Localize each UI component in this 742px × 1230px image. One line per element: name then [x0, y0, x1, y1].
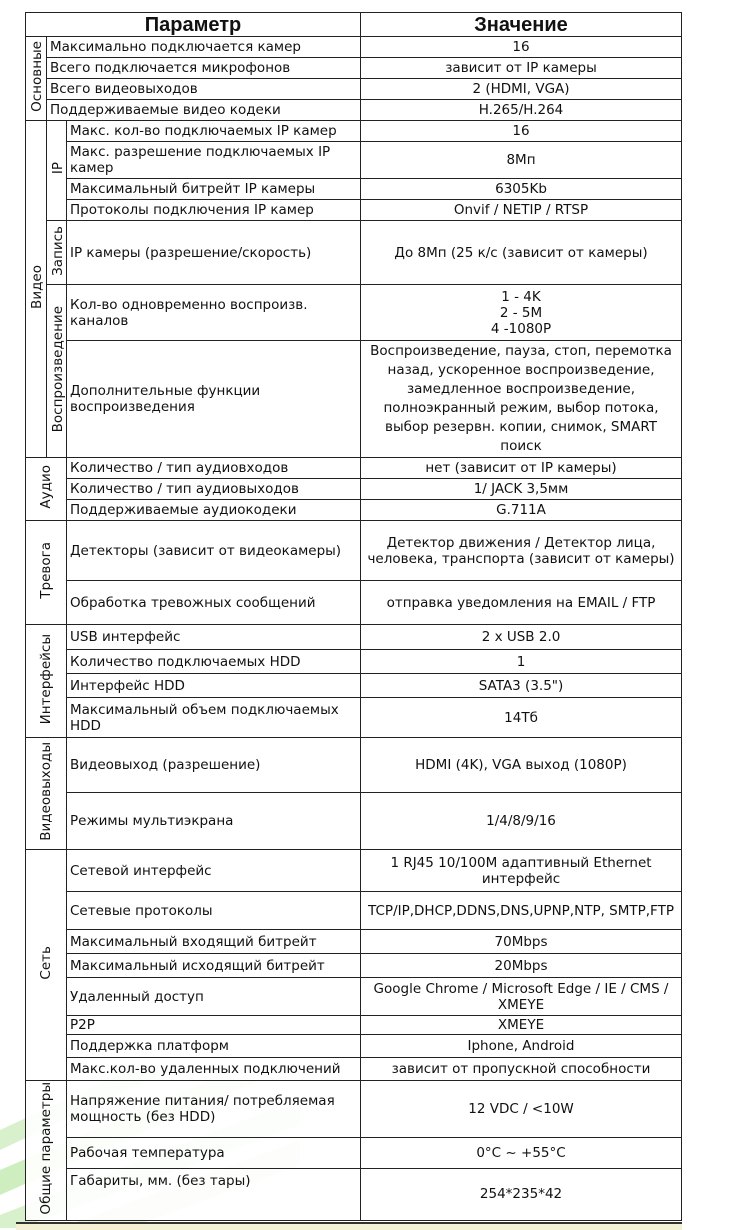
- value-cell: Google Chrome / Microsoft Edge / IE / CMS / XMEYE: [361, 978, 682, 1016]
- value-cell: HDMI (4K), VGA выход (1080P): [361, 738, 682, 793]
- param-cell: Макс.кол-во удаленных подключений: [67, 1058, 361, 1081]
- param-cell: USB интерфейс: [67, 625, 361, 650]
- value-cell: отправка уведомления на EMAIL / FTP: [361, 581, 682, 625]
- group-label-videoouts: Видеовыходы: [26, 738, 67, 850]
- subgroup-label-ip: IP: [47, 121, 67, 221]
- group-label-network: Сеть: [26, 850, 67, 1081]
- bottom-strip: [16, 1222, 682, 1230]
- param-cell: Максимальный исходящий битрейт: [67, 954, 361, 978]
- group-label-basic: Основные: [26, 37, 47, 121]
- value-cell: 16: [361, 121, 682, 142]
- table-row: [26, 674, 682, 698]
- param-cell: Количество / тип аудиовыходов: [67, 479, 361, 500]
- value-line: 2 - 5M: [499, 304, 543, 321]
- table-row: [26, 500, 682, 521]
- table-row: [26, 581, 682, 625]
- param-cell: Максимальный битрейт IP камеры: [67, 179, 361, 200]
- value-cell: 0°С ~ +55°С: [361, 1137, 682, 1168]
- value-line: 1 - 4K: [501, 288, 541, 305]
- param-cell: IP камеры (разрешение/скорость): [67, 221, 361, 285]
- group-label-general: Общие параметры: [26, 1081, 67, 1221]
- param-cell: Протоколы подключения IP камер: [67, 200, 361, 221]
- param-cell: Видеовыход (разрешение): [67, 738, 361, 793]
- table-row: [26, 479, 682, 500]
- table-row: [26, 930, 682, 954]
- table-row: [26, 1137, 682, 1168]
- value-cell: 1 RJ45 10/100M адаптивный Ethernet интерфейс: [361, 850, 682, 892]
- table-row: [26, 100, 682, 121]
- table-row: [26, 738, 682, 793]
- value-cell: 20Mbps: [361, 954, 682, 978]
- table-row: [26, 79, 682, 100]
- value-cell: зависит от пропускной способности: [361, 1058, 682, 1081]
- param-cell: Детекторы (зависит от видеокамеры): [67, 521, 361, 581]
- table-row: [26, 698, 682, 738]
- table-row: [26, 1058, 682, 1081]
- value-cell: 2 (HDMI, VGA): [361, 79, 682, 100]
- group-label-interfaces: Интерфейсы: [26, 625, 67, 738]
- table-row: [26, 58, 682, 79]
- table-row: [26, 954, 682, 978]
- param-cell: Кол-во одновременно воспроизв. каналов: [67, 285, 361, 341]
- table-row: [26, 625, 682, 650]
- value-cell: 2 x USB 2.0: [361, 625, 682, 650]
- param-cell: Всего видеовыходов: [47, 79, 361, 100]
- value-cell: 14Тб: [361, 698, 682, 738]
- value-cell: 8Мп: [361, 142, 682, 179]
- param-cell: Максимальный входящий битрейт: [67, 930, 361, 954]
- table-row: [26, 341, 682, 458]
- table-row: [26, 179, 682, 200]
- param-cell: Макс. разрешение подключаемых IP камер: [67, 142, 361, 179]
- param-cell: Сетевые протоколы: [67, 892, 361, 930]
- param-cell: Поддерживаемые аудиокодеки: [67, 500, 361, 521]
- param-cell: Сетевой интерфейс: [67, 850, 361, 892]
- value-cell: SATA3 (3.5"): [361, 674, 682, 698]
- value-cell: Onvif / NETIP / RTSP: [361, 200, 682, 221]
- value-cell: G.711A: [361, 500, 682, 521]
- value-cell: XMEYE: [361, 1016, 682, 1035]
- param-cell: Рабочая температура: [67, 1137, 361, 1168]
- table-row: [26, 121, 682, 142]
- param-cell: Габариты, мм. (без тары): [67, 1169, 361, 1220]
- table-row: [26, 521, 682, 581]
- value-cell: Воспроизведение, пауза, стоп, перемотка назад, ускоренное воспроизведение, замедленное воспроизведение, полноэкранный режим, выбор потока, выбор резервн. копии, снимок, SMART поиск: [361, 341, 682, 458]
- param-cell: Количество подключаемых HDD: [67, 650, 361, 674]
- table-header: [26, 13, 682, 37]
- table-row: [26, 892, 682, 930]
- value-line: 4 -1080P: [490, 320, 552, 337]
- param-cell: Поддерживаемые видео кодеки: [47, 100, 361, 121]
- value-cell: 70Mbps: [361, 930, 682, 954]
- group-label-video: Видео: [26, 121, 47, 458]
- param-cell: Интерфейс HDD: [67, 674, 361, 698]
- value-cell: 1/ JACK 3,5мм: [361, 479, 682, 500]
- value-cell: 6305Kb: [361, 179, 682, 200]
- table-row: [26, 285, 682, 341]
- param-cell: Количество / тип аудиовходов: [67, 458, 361, 479]
- group-label-audio: Аудио: [26, 458, 67, 521]
- value-cell: нет (зависит от IP камеры): [361, 458, 682, 479]
- param-cell: Макс. кол-во подключаемых IP камер: [67, 121, 361, 142]
- value-cell: TCP/IP,DHCP,DDNS,DNS,UPNP,NTP, SMTP,FTP: [361, 892, 682, 930]
- value-cell: 12 VDC / <10W: [361, 1081, 682, 1138]
- param-cell: Максимально подключается камер: [47, 37, 361, 58]
- value-cell: Детектор движения / Детектор лица, человека, транспорта (зависит от камеры): [361, 521, 682, 581]
- value-cell: H.265/H.264: [361, 100, 682, 121]
- param-cell: Поддержка платформ: [67, 1035, 361, 1058]
- param-cell: Всего подключается микрофонов: [47, 58, 361, 79]
- value-cell: 1: [361, 650, 682, 674]
- value-cell: До 8Мп (25 к/с (зависит от камеры): [361, 221, 682, 285]
- table-row: [26, 37, 682, 58]
- value-cell: 254*235*42: [361, 1169, 682, 1220]
- table-row: [26, 1016, 682, 1035]
- table-row: [26, 1035, 682, 1058]
- subgroup-label-record: Запись: [47, 221, 67, 285]
- table-row: [26, 1081, 682, 1138]
- value-cell: [361, 285, 682, 341]
- table-row: [26, 793, 682, 850]
- table-row: [26, 850, 682, 892]
- table-row: [26, 650, 682, 674]
- value-cell: Iphone, Android: [361, 1035, 682, 1058]
- header-value: Значение: [361, 13, 682, 37]
- subgroup-label-playback: Воспроизведение: [47, 285, 67, 458]
- table-row: [26, 200, 682, 221]
- value-cell: зависит от IP камеры: [361, 58, 682, 79]
- table-row: [26, 221, 682, 285]
- value-cell: 1/4/8/9/16: [361, 793, 682, 850]
- param-cell: Напряжение питания/ потребляемая мощность (без HDD): [67, 1081, 361, 1138]
- param-cell: P2P: [67, 1016, 361, 1035]
- param-cell: Максимальный объем подключаемых HDD: [67, 698, 361, 738]
- param-cell: Обработка тревожных сообщений: [67, 581, 361, 625]
- table-row: [26, 1169, 682, 1220]
- param-cell: Дополнительные функции воспроизведения: [67, 341, 361, 458]
- param-cell: Режимы мультиэкрана: [67, 793, 361, 850]
- table-row: [26, 458, 682, 479]
- table-row: [26, 978, 682, 1016]
- value-cell: 16: [361, 37, 682, 58]
- header-param: Параметр: [26, 13, 361, 37]
- spec-table: [25, 12, 682, 1221]
- param-cell: Удаленный доступ: [67, 978, 361, 1016]
- table-row: [26, 142, 682, 179]
- group-label-alarm: Тревога: [26, 521, 67, 625]
